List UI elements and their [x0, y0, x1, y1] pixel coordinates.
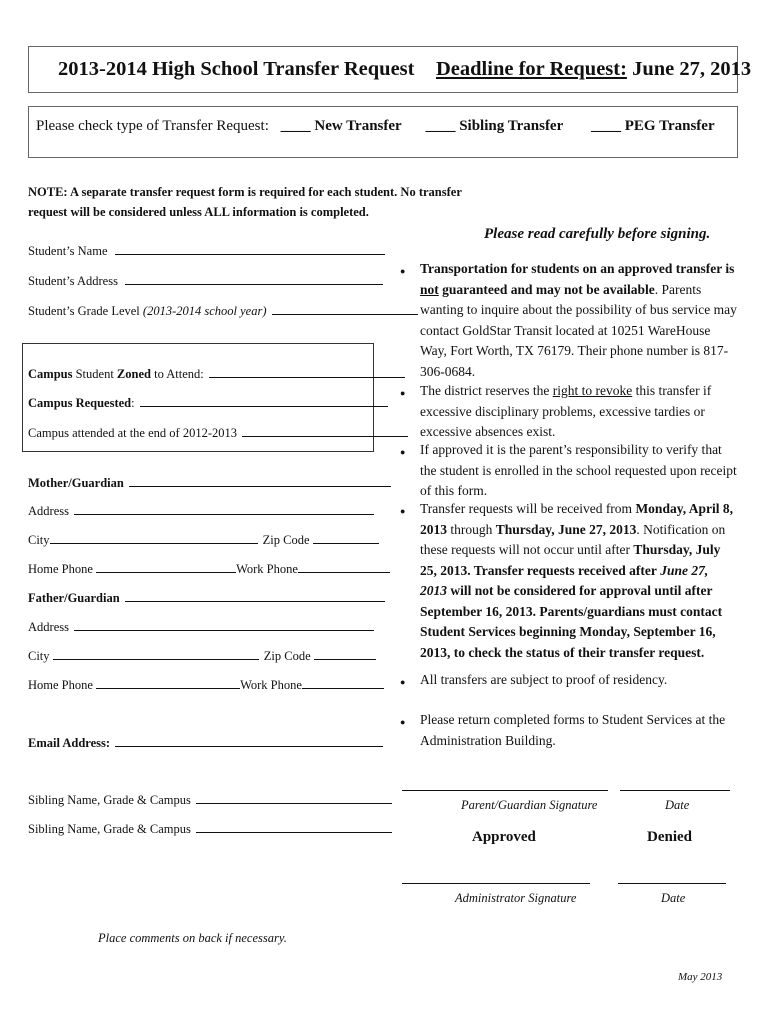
- b4-d2: Thursday, June 27, 2013: [495, 521, 637, 537]
- b4-d4: June 27, 2013: [420, 562, 709, 598]
- campus-attended-field[interactable]: [28, 425, 408, 441]
- mother-home-phone-label: Home Phone: [28, 562, 93, 576]
- b4-c: . Notification on these requests will not occur until after: [420, 521, 726, 557]
- mother-phone-field[interactable]: [28, 561, 390, 577]
- b4-d5: will not be considered for approval until after September 16, 2013. Parents/guardians must contact Student Services beginning Monday, September 16, 2013, to check the status of their transfer request.: [420, 583, 723, 660]
- mother-zip-label: Zip Code: [262, 533, 310, 547]
- father-zip-line[interactable]: [314, 648, 376, 660]
- b4-d3: Thursday, July 25, 2013. Transfer requests received after: [420, 542, 721, 578]
- footer-date: May 2013: [678, 971, 723, 983]
- campus-attended-label: Campus attended at the end of 2012-2013: [28, 426, 237, 440]
- transportation-paragraph: [420, 259, 738, 382]
- sibling-line-1[interactable]: [196, 792, 392, 804]
- bullet-icon-5: ●: [400, 677, 406, 687]
- father-city-line[interactable]: [53, 648, 259, 660]
- father-city-label: City: [28, 649, 50, 663]
- bullet-icon-6: ●: [400, 717, 406, 727]
- deadline-label: Deadline for Request:: [436, 58, 627, 80]
- mother-name-field[interactable]: [28, 475, 391, 491]
- father-zip-label: Zip Code: [263, 649, 311, 663]
- father-home-phone-label: Home Phone: [28, 678, 93, 692]
- father-phone-field[interactable]: [28, 677, 384, 693]
- b1-not: not: [420, 281, 439, 297]
- father-address-label: Address: [28, 620, 69, 634]
- sibling-transfer-blank[interactable]: ____: [425, 118, 456, 134]
- date-label-2: Date: [661, 891, 686, 905]
- student-address-label: Student’s Address: [28, 274, 118, 288]
- mother-name-line[interactable]: [129, 475, 391, 487]
- student-grade-line[interactable]: [272, 303, 418, 315]
- father-address-line[interactable]: [74, 619, 374, 631]
- mother-work-phone-line[interactable]: [298, 561, 390, 573]
- campus-requested-colon: :: [131, 396, 135, 410]
- b4-d1: Monday, April 8, 2013: [420, 501, 733, 537]
- sibling-transfer-option: Sibling Transfer: [459, 118, 564, 134]
- sibling-field-2[interactable]: [28, 821, 392, 837]
- verify-paragraph: If approved it is the parent’s responsibility to verify that the student is enrolled in the school requested upon receipt of this form.: [420, 442, 737, 498]
- student-grade-field[interactable]: [28, 303, 418, 319]
- campus-requested-field[interactable]: [28, 395, 388, 411]
- email-label: Email Address:: [28, 736, 111, 750]
- father-home-phone-line[interactable]: [96, 677, 240, 689]
- note-line-1: NOTE: A separate transfer request form is required for each student. No transfer: [28, 185, 462, 199]
- date-label-1: Date: [665, 798, 690, 812]
- deadline-date: June 27, 2013: [632, 58, 752, 80]
- father-work-phone-line[interactable]: [302, 677, 384, 689]
- mother-city-line[interactable]: [50, 532, 258, 544]
- bullet-icon-2: ●: [400, 388, 406, 398]
- transfer-type-row: [36, 118, 715, 135]
- mother-home-phone-line[interactable]: [96, 561, 236, 573]
- bullet-icon-1: ●: [400, 266, 406, 276]
- campus-zoned-label-a: Campus: [28, 367, 73, 381]
- denied-label: Denied: [647, 829, 692, 845]
- campus-zoned-line[interactable]: [209, 366, 405, 378]
- date-line-1[interactable]: [620, 790, 730, 791]
- form-title: 2013-2014 High School Transfer Request: [58, 58, 415, 80]
- b1-rest: . Parents wanting to inquire about the possibility of bus service may contact GoldStar Transit located at 10251 WareHouse Way, Fort Worth, TX 76179. Their phone number is 817-306-0684.: [420, 281, 737, 379]
- campus-zoned-label-b: Student: [75, 367, 114, 381]
- new-transfer-blank[interactable]: ____: [280, 118, 311, 134]
- campus-zoned-field[interactable]: [28, 366, 405, 382]
- student-name-line[interactable]: [115, 243, 385, 255]
- transfer-type-prompt: Please check type of Transfer Request:: [36, 118, 269, 134]
- email-field[interactable]: [28, 735, 383, 751]
- sibling-field-1[interactable]: [28, 792, 392, 808]
- b1-bold-2: guaranteed and may not be available: [442, 281, 655, 297]
- admin-signature-line[interactable]: [402, 883, 590, 884]
- father-label: Father/Guardian: [28, 591, 120, 605]
- revoke-paragraph: [420, 381, 738, 443]
- note-line-2: request will be considered unless ALL information is completed.: [28, 205, 369, 219]
- peg-transfer-option: PEG Transfer: [624, 118, 715, 134]
- b2-u: right to revoke: [552, 383, 633, 398]
- mother-address-label: Address: [28, 504, 69, 518]
- student-address-field[interactable]: [28, 273, 383, 289]
- student-grade-label: Student’s Grade Level: [28, 304, 140, 318]
- father-city-field[interactable]: [28, 648, 376, 664]
- father-work-phone-label: Work Phone: [240, 678, 302, 692]
- comments-note: Place comments on back if necessary.: [98, 931, 287, 945]
- sibling-label-2: Sibling Name, Grade & Campus: [28, 822, 191, 836]
- return-forms-paragraph: Please return completed forms to Student Services at the Administration Building.: [420, 712, 726, 748]
- b1-bold-1: Transportation for students on an approved transfer is: [420, 261, 735, 276]
- student-name-label: Student’s Name: [28, 244, 108, 258]
- dates-paragraph: [420, 499, 738, 663]
- bullet-icon-4: ●: [400, 506, 406, 516]
- parent-signature-label: Parent/Guardian Signature: [461, 798, 598, 812]
- new-transfer-option: New Transfer: [314, 118, 402, 134]
- sibling-line-2[interactable]: [196, 821, 392, 833]
- date-line-2[interactable]: [618, 883, 726, 884]
- b4-a: Transfer requests will be received from: [420, 501, 633, 516]
- father-name-line[interactable]: [125, 590, 385, 602]
- student-address-line[interactable]: [125, 273, 383, 285]
- mother-address-line[interactable]: [74, 503, 374, 515]
- parent-signature-line[interactable]: [402, 790, 608, 791]
- campus-zoned-label-c: Zoned: [116, 367, 151, 381]
- mother-zip-line[interactable]: [313, 532, 379, 544]
- campus-zoned-label-d: to Attend:: [154, 367, 204, 381]
- student-name-field[interactable]: [28, 243, 385, 259]
- mother-city-label: City: [28, 533, 50, 547]
- father-name-field[interactable]: [28, 590, 385, 606]
- b2-a: The district reserves the: [420, 383, 550, 398]
- email-line[interactable]: [115, 735, 383, 747]
- residency-paragraph: All transfers are subject to proof of residency.: [420, 672, 668, 687]
- bullet-icon-3: ●: [400, 447, 406, 457]
- sibling-label-1: Sibling Name, Grade & Campus: [28, 793, 191, 807]
- admin-signature-label: Administrator Signature: [455, 891, 577, 905]
- campus-attended-line[interactable]: [242, 425, 408, 437]
- mother-work-phone-label: Work Phone: [236, 562, 298, 576]
- peg-transfer-blank[interactable]: ____: [591, 118, 622, 134]
- campus-requested-label: Campus Requested: [28, 396, 132, 410]
- student-grade-year: (2013-2014 school year): [142, 304, 267, 318]
- mother-address-field[interactable]: [28, 503, 374, 519]
- father-address-field[interactable]: [28, 619, 374, 635]
- mother-label: Mother/Guardian: [28, 476, 124, 490]
- approved-label: Approved: [472, 829, 536, 845]
- campus-requested-line[interactable]: [140, 395, 388, 407]
- b2-b: this transfer if excessive disciplinary problems, excessive tardies or excessive absences exist.: [420, 383, 712, 439]
- read-carefully-heading: Please read carefully before signing.: [484, 226, 711, 242]
- deadline: [436, 58, 751, 81]
- mother-city-field[interactable]: [28, 532, 379, 548]
- b4-b: through: [450, 521, 493, 537]
